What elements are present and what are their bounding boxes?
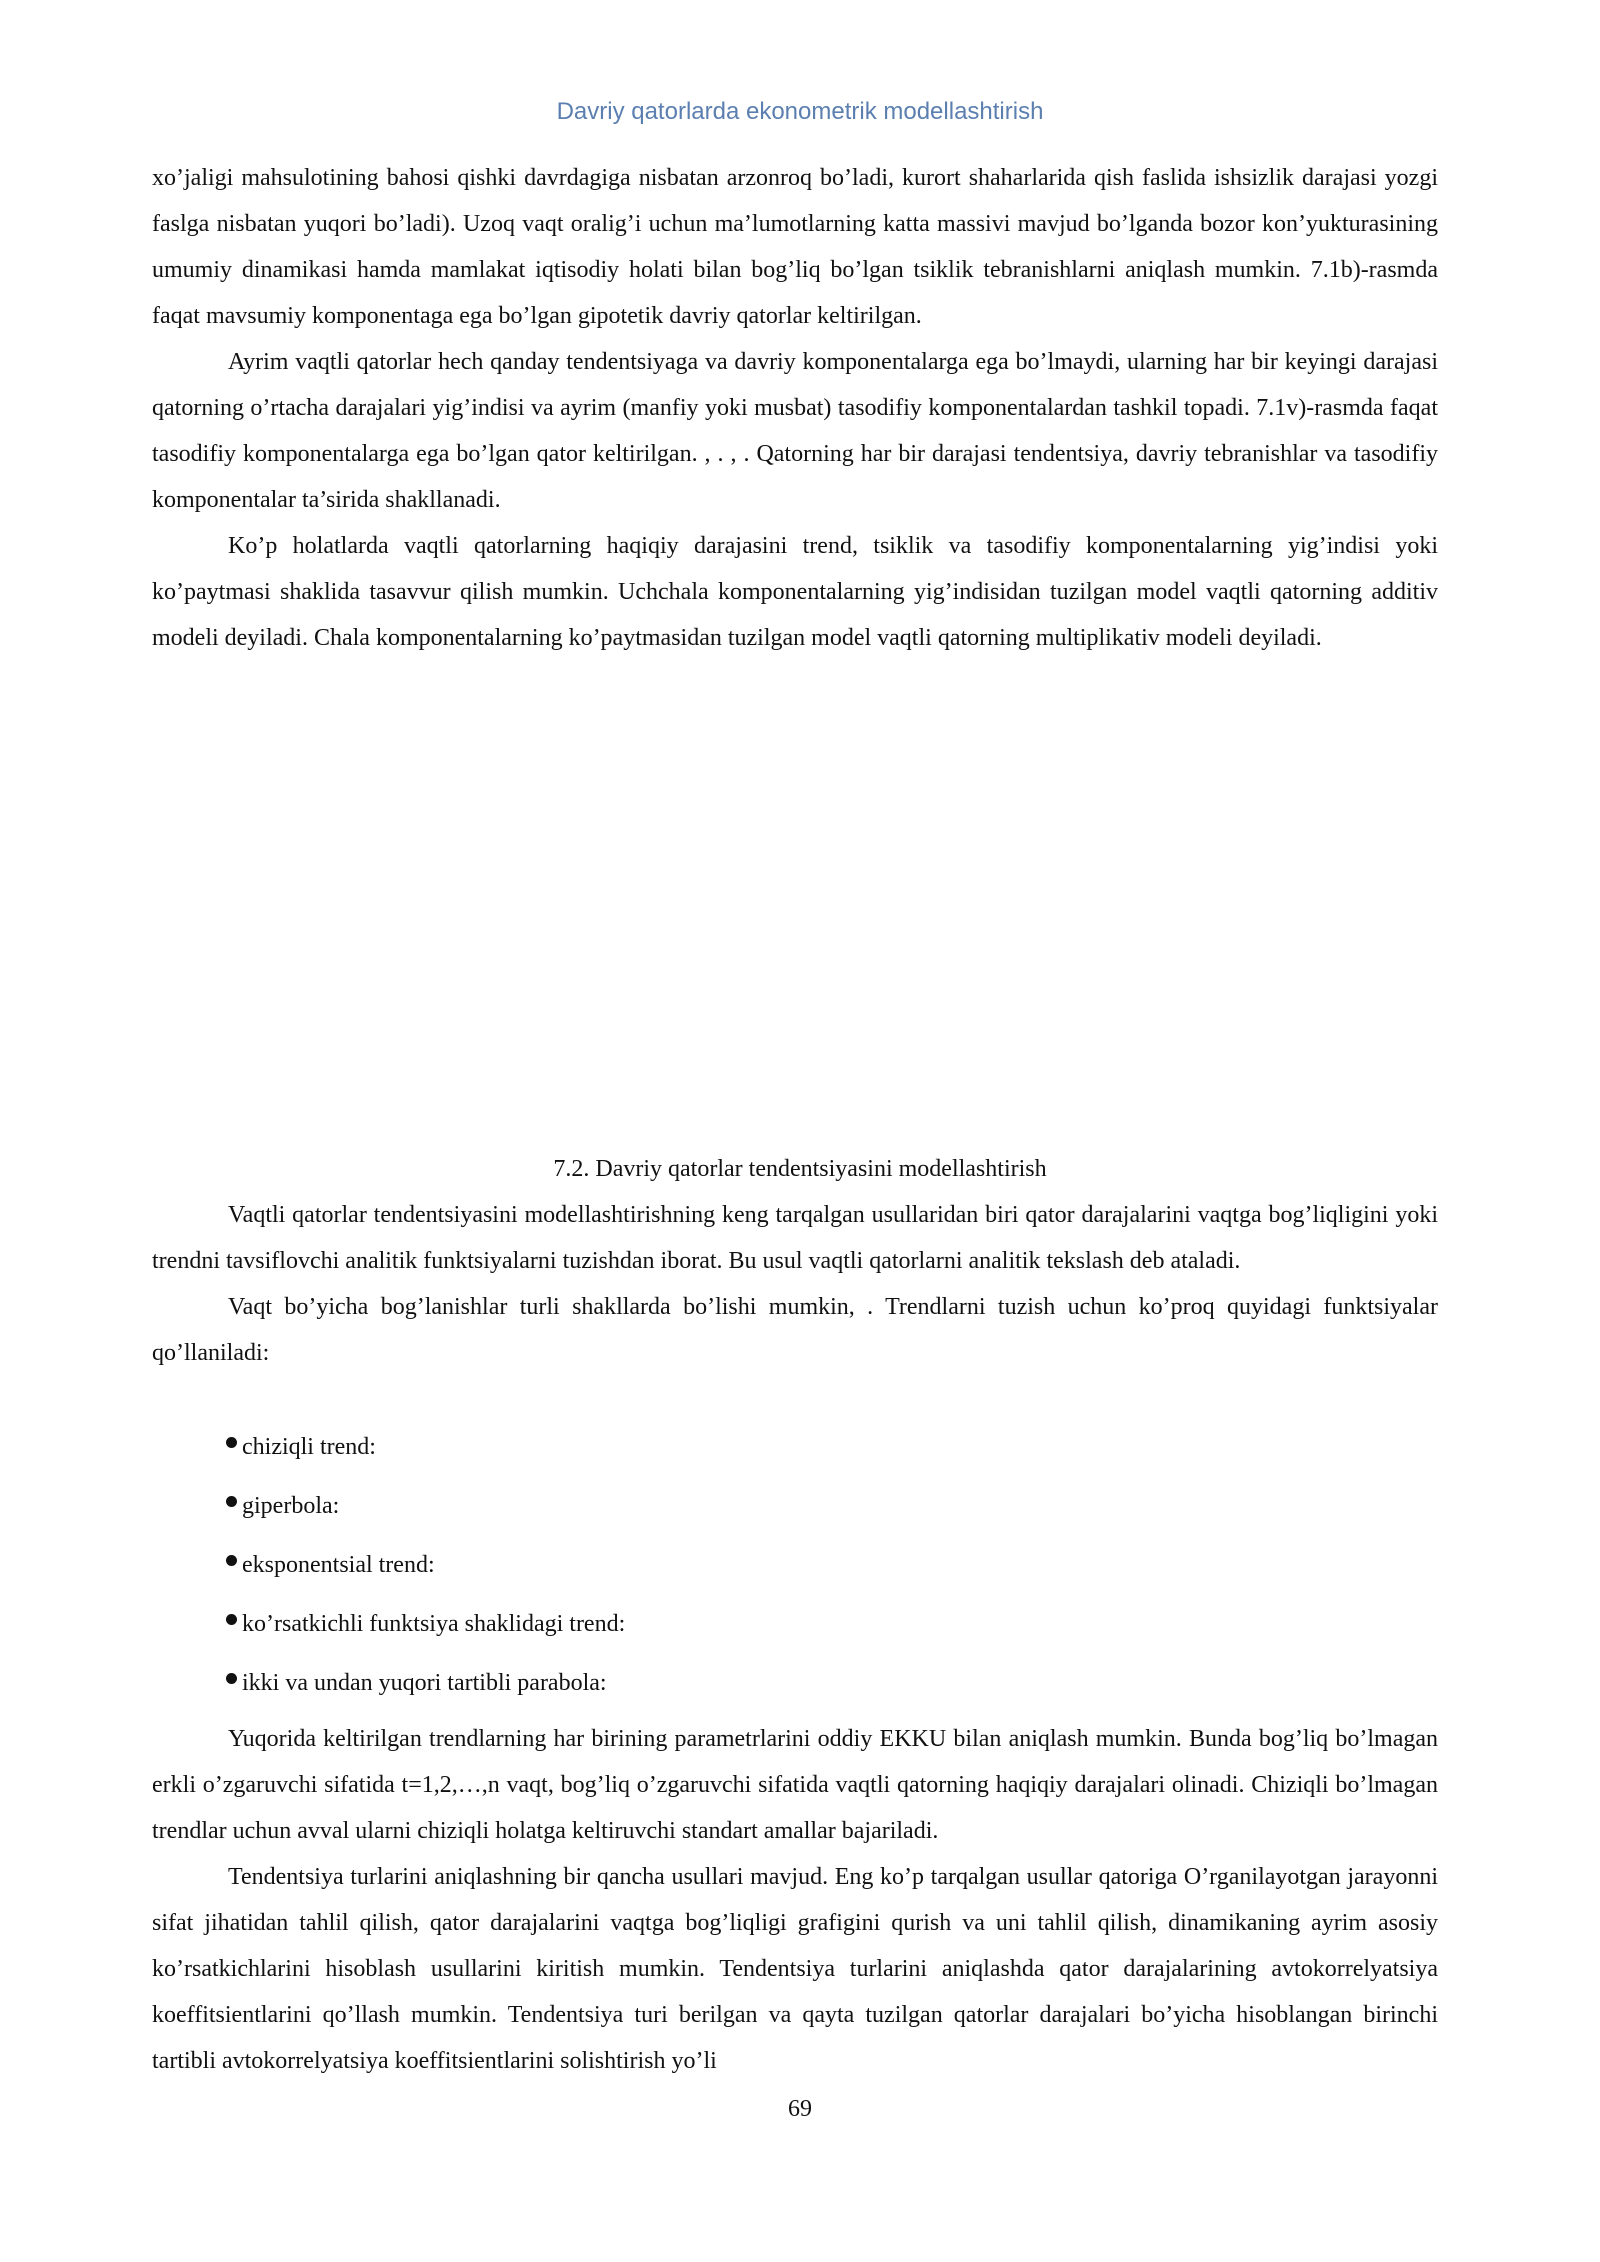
list-item-label: eksponentsial trend: — [242, 1552, 435, 1578]
paragraph: Ko’p holatlarda vaqtli qatorlarning haqiqiy darajasini trend, tsiklik va tasodifiy komponentalarning yig’indisi yoki ko’paytmasi shaklida tasavvur qilish mumkin. Uchchala komponentalarning yig’indisidan tuzilgan model vaqtli qatorning additiv modeli deyiladi. Chala komponentalarning ko’paytmasidan tuzilgan model vaqtli qatorning multiplikativ modeli deyiladi. — [152, 533, 1438, 651]
bullet-icon — [226, 1496, 237, 1507]
list-item — [226, 1668, 607, 1698]
list-item — [226, 1609, 625, 1639]
top-text-block — [152, 155, 1438, 661]
bullet-icon — [226, 1555, 237, 1566]
list-item-label: chiziqli trend: — [242, 1434, 376, 1460]
section-heading: 7.2. Davriy qatorlar tendentsiyasini modellashtirish — [553, 1156, 1047, 1182]
paragraph: Tendentsiya turlarini aniqlashning bir qancha usullari mavjud. Eng ko’p tarqalgan usullar qatoriga O’rganilayotgan jarayonni sifat jihatidan tahlil qilish, qator darajalarini vaqtga bog’liqligi grafigini qurish va uni tahlil qilish, dinamikaning ayrim asosiy ko’rsatkichlarini hisoblash usullarini kiritish mumkin. Tendentsiya turlarini aniqlashda qator darajalarining avtokorrelyatsiya koeffitsientlarini qo’llash mumkin. Tendentsiya turi berilgan va qayta tuzilgan qatorlar darajalari bo’yicha hisoblangan birinchi tartibli avtokorrelyatsiya koeffitsientlarini solishtirish yo’li — [152, 1864, 1438, 2074]
paragraph: Ayrim vaqtli qatorlar hech qanday tendentsiyaga va davriy komponentalarga ega bo’lmaydi, ularning har bir keyingi darajasi qatorning o’rtacha darajalari yig’indisi va ayrim (manfiy yoki musbat) tasodifiy komponentalardan tashkil topadi. 7.1v)-rasmda faqat tasodifiy komponentalarga ega bo’lgan qator keltirilgan. , . , . Qatorning har bir darajasi tendentsiya, davriy tebranishlar va tasodifiy komponentalar ta’sirida shakllanadi. — [152, 349, 1438, 513]
bullet-icon — [226, 1673, 237, 1684]
list-item — [226, 1432, 376, 1462]
list-item-label: ko’rsatkichli funktsiya shaklidagi trend: — [242, 1611, 626, 1637]
list-item-label: giperbola: — [242, 1493, 340, 1519]
bullet-icon — [226, 1614, 237, 1625]
paragraph: Yuqorida keltirilgan trendlarning har birining parametrlarini oddiy EKKU bilan aniqlash mumkin. Bunda bog’liq bo’lmagan erkli o’zgaruvchi sifatida t=1,2,…,n vaqt, bog’liq o’zgaruvchi sifatida vaqtli qatorning haqiqiy darajalari olinadi. Chiziqli bo’lmagan trendlar uchun avval ularni chiziqli holatga keltiruvchi standart amallar bajariladi. — [152, 1726, 1438, 1844]
paragraph: Vaqtli qatorlar tendentsiyasini modellashtirishning keng tarqalgan usullaridan biri qator darajalarini vaqtga bog’liqligini yoki trendni tavsiflovchi analitik funktsiyalarni tuzishdan iborat. Bu usul vaqtli qatorlarni analitik tekslash deb ataladi. — [152, 1202, 1438, 1274]
list-item — [226, 1550, 435, 1580]
page-number: 69 — [788, 2096, 812, 2122]
section-body-block — [152, 1716, 1438, 2084]
bullet-icon — [226, 1437, 237, 1448]
running-header: Davriy qatorlarda ekonometrik modellashtirish — [556, 98, 1044, 125]
list-item-label: ikki va undan yuqori tartibli parabola: — [242, 1670, 607, 1696]
section-intro-block — [152, 1192, 1438, 1376]
list-item — [226, 1491, 339, 1521]
paragraph: xo’jaligi mahsulotining bahosi qishki davrdagiga nisbatan arzonroq bo’ladi, kurort shaharlarida qish faslida ishsizlik darajasi yozgi faslga nisbatan yuqori bo’ladi). Uzoq vaqt oralig’i uchun ma’lumotlarning katta massivi mavjud bo’lganda bozor kon’yukturasining umumiy dinamikasi hamda mamlakat iqtisodiy holati bilan bog’liq bo’lgan tsiklik tebranishlarni aniqlash mumkin. 7.1b)-rasmda faqat mavsumiy komponentaga ega bo’lgan gipotetik davriy qatorlar keltirilgan. — [152, 165, 1438, 329]
paragraph: Vaqt bo’yicha bog’lanishlar turli shakllarda bo’lishi mumkin, . Trendlarni tuzish uchun ko’proq quyidagi funktsiyalar qo’llaniladi: — [152, 1294, 1438, 1366]
